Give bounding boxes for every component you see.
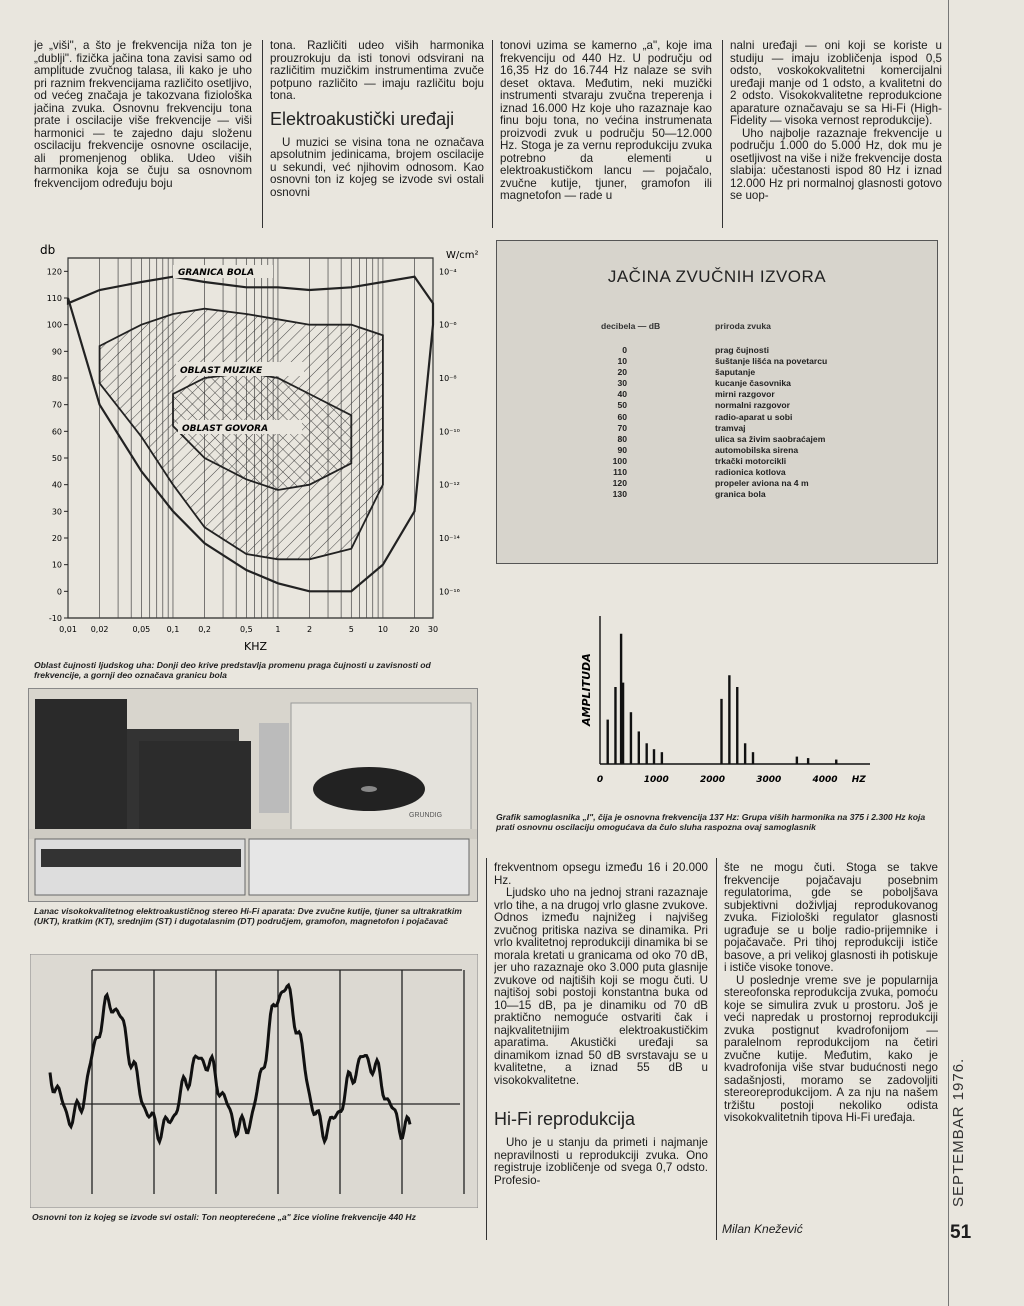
- text-column-5: [494, 862, 708, 1187]
- hearing-area-chart: [28, 240, 498, 660]
- cell-db: 90: [617, 444, 627, 455]
- y-tick-label: 30: [51, 507, 62, 517]
- section-heading: Hi-Fi reprodukcija: [494, 1109, 636, 1129]
- paragraph: U poslednje vreme sve je popularnija stereofonska reprodukcija zvuka, pomoću koje se simulira zvuk u prostoru. Još je veći napredak u prostornoj reprodukciji zvuka postignut kvadrofonijom — paralelnom reprodukcijom na četiri zvučne kutije. Međutim, kako je kvadrofonija više stvar budućnosti nego sadašnjosti, moramo se zadovoljiti stereoreprodukcijom. A za nju na našem tržištu postoji nekoliko odista visokokvalitetnih tipova Hi-Fi uređaja.: [724, 973, 938, 1124]
- x-unit-label: KHZ: [244, 640, 268, 653]
- right-unit-label: W/cm²: [446, 250, 479, 261]
- y-tick-label: 80: [51, 374, 62, 383]
- pain-label: GRANICA BOLA: [178, 268, 255, 278]
- x-tick-labels: [597, 775, 866, 785]
- text-column-1: [34, 40, 252, 190]
- paragraph: Uho najbolje razaznaje frekvencije u području 1.000 do 5.000 Hz, dok mu je osetljivost na više i niže frekvencije dosta slabija: učestanosti ispod 80 Hz i iznad 12.000 Hz pri normalnoj glasnosti gotovo se uop-: [730, 126, 942, 202]
- tuner-dial: [41, 849, 241, 867]
- cell-db: 120: [612, 478, 627, 489]
- cell-source: radio-aparat u sobi: [715, 411, 793, 422]
- table-row: [497, 400, 937, 411]
- author-name: Milan Knežević: [722, 1222, 803, 1236]
- music-label: OBLAST MUZIKE: [180, 366, 263, 376]
- cell-source: šaputanje: [715, 367, 756, 378]
- paragraph: tonovi uzima se kamerno „a", koje ima frekvenciju od 440 Hz. U području od 16,35 Hz do 16.744 Hz nalaze se svih deset oktava. Međutim, neki muzički instrumenti stvaraju zvučna treperenja i iznad 16.000 Hz koje uho razaznaje kao finu boju tona, no većina instrumenata proizvodi zvuk u području 50—12.000 Hz. Stoga je za vernu reprodukciju zvuka potrebno da elementi u elektroakustičkom lancu — pojačalo, zvučne kutije, tjuner, gramofon ili magnetofon — rade u: [500, 40, 712, 202]
- cell-db: 70: [617, 422, 627, 433]
- x-tick-label: 0,5: [239, 625, 253, 634]
- paragraph: šte ne mogu čuti. Stoga se takve frekvencije pojačavaju posebnim regulatorima, gde se poboljšava subjektivni doživljaj reprodukovanog zvuka. Fiziološki regulator glasnosti ugrađuje se u bolje radio-prijemnike i pojačavače. Pri tihoj reprodukciji ističe basove, a pri velikoj glasnosti ih potiskuje i ističe visoke tonove.: [724, 862, 938, 974]
- shelf: [29, 829, 477, 839]
- text-column-3: [500, 40, 712, 203]
- violin-waveform-chart: [30, 954, 478, 1208]
- y-tick-label: -10: [48, 614, 62, 623]
- text-column-2: [270, 40, 484, 199]
- column-divider: [486, 858, 487, 1240]
- paragraph: Ljudsko uho na jednoj strani razaznaje vrlo tihe, a na drugoj vrlo glasne zvukove. Odnos između najnižeg i najvišeg zvučnog pritiska naziva se dinamika. Pri vrlo kvalitetnoj reprodukciji dinamika bi se morala kretati u granicama od oko 70 dB, jer uho razaznaje oko 3.000 puta glasnije zvukove od najtiših koji se mogu čuti. U najtišoj sobi postoji konstantna buka od 10—15 dB, pa je dinamiku od 70 dB praktično nemoguće ostvariti čak i najkvalitetnijim elektroakustičkim aparatima. Akustički uređaji sa dinamikom iznad 50 dB svrstavaju se u kvalitetne, a iznad 55 dB u visokokvalitetne.: [494, 886, 708, 1087]
- y-tick-label: 60: [51, 427, 62, 437]
- x-tick-labels: [59, 625, 438, 634]
- right-tick-label: 10⁻⁸: [439, 374, 457, 383]
- spectrum-caption: Grafik samoglasnika „I", čija je osnovna frekvencija 137 Hz: Grupa viših harmonika na 375 i 2.300 Hz koja prati osnovnu oscilaciju omogućava da čulo sluha raspozna ovaj samoglasnik: [496, 812, 926, 832]
- table-row: [497, 356, 937, 367]
- table-row: [497, 412, 937, 423]
- x-tick-label: 0,05: [132, 625, 151, 634]
- x-tick-label: 2: [306, 625, 313, 634]
- table-row: [497, 345, 937, 356]
- y-tick-label: 120: [46, 267, 62, 277]
- x-tick-label: 1000: [643, 775, 669, 785]
- y-tick-label: 50: [51, 454, 62, 463]
- column-divider: [262, 40, 263, 228]
- table-row: [497, 445, 937, 456]
- hifi-photo: [28, 688, 478, 902]
- tape-deck: [259, 723, 289, 813]
- x-tick-label: 0: [596, 775, 604, 785]
- paragraph: frekventnom opsegu između 16 i 20.000 Hz.: [494, 862, 708, 887]
- y-unit-label: db: [40, 243, 56, 257]
- table-row: [497, 367, 937, 378]
- x-tick-label: 1: [275, 625, 281, 634]
- y-tick-label: 90: [51, 347, 62, 357]
- right-tick-label: 10⁻¹⁴: [439, 534, 460, 543]
- cell-source: prag čujnosti: [715, 345, 769, 355]
- y-tick-label: 70: [51, 400, 62, 410]
- right-tick-labels: [439, 267, 460, 596]
- speech-label: OBLAST GOVORA: [182, 424, 269, 434]
- table-row: [497, 423, 937, 434]
- speaker-right: [139, 741, 251, 839]
- cell-source: tramvaj: [715, 422, 746, 433]
- x-tick-label: 20: [409, 625, 420, 634]
- cell-source: ulica sa živim saobraćajem: [715, 433, 826, 444]
- cell-db: 110: [613, 467, 627, 478]
- x-tick-label: 5: [348, 625, 354, 634]
- cell-db: 0: [622, 345, 627, 355]
- axes: [600, 616, 870, 764]
- cell-db: 130: [612, 489, 627, 500]
- table-row: [497, 489, 937, 500]
- cell-db: 100: [612, 455, 627, 466]
- cell-db: 40: [617, 389, 627, 400]
- table-title: JAČINA ZVUČNIH IZVORA: [607, 267, 827, 286]
- section-heading: Elektroakustički uređaji: [270, 108, 455, 129]
- x-tick-label: 0,01: [59, 625, 77, 634]
- page-number: 51: [950, 1222, 972, 1243]
- bars: [608, 634, 837, 764]
- column-header-source: priroda zvuka: [715, 321, 771, 331]
- x-tick-label: 4000: [812, 775, 838, 785]
- paragraph: U muzici se visina tona ne označava apsolutnim jedinicama, brojem oscilacije u sekundi, već njihovim odnosom. Kao osnovni ton iz kojeg se izvode svi ostali osnovni: [270, 135, 484, 199]
- x-tick-label: 3000: [756, 775, 782, 785]
- cell-db: 60: [617, 411, 627, 422]
- cell-source: kucanje časovnika: [715, 378, 791, 389]
- y-tick-label: 110: [46, 294, 62, 303]
- right-tick-label: 10⁻⁴: [439, 267, 457, 277]
- table-body: [497, 345, 937, 500]
- hifi-equipment-illustration: [29, 689, 477, 901]
- margin-rule: [948, 0, 949, 1306]
- cell-source: normalni razgovor: [715, 400, 790, 411]
- table-row: [497, 434, 937, 445]
- right-tick-label: 10⁻¹⁶: [439, 587, 460, 597]
- x-tick-label: 0,2: [198, 625, 211, 634]
- cell-source: radionica kotlova: [715, 467, 786, 478]
- cell-db: 30: [617, 378, 627, 389]
- paragraph: Uho je u stanju da primeti i najmanje nepravilnosti u reprodukciji zvuka. Ono registruje izobličenje od svega 0,7 odsto. Profesio-: [494, 1136, 708, 1187]
- table-row: [497, 389, 937, 400]
- x-tick-label: HZ: [851, 775, 866, 785]
- brand-label: GRUNDIG: [409, 812, 443, 819]
- x-tick-label: 0,1: [166, 625, 180, 634]
- column-divider: [492, 40, 493, 228]
- table-row: [497, 378, 937, 389]
- cell-source: mirni razgovor: [715, 389, 775, 400]
- hearing-chart-caption: Oblast čujnosti ljudskog uha: Donji deo krive predstavlja promenu praga čujnosti u zavisnosti od frekvencije, a gornji deo označava granicu bola: [34, 660, 431, 680]
- table-row: [497, 478, 937, 489]
- amplifier: [249, 839, 469, 895]
- sound-sources-table: [496, 240, 938, 564]
- speaker-left: [35, 699, 127, 839]
- column-divider: [722, 40, 723, 228]
- table-row: [497, 467, 937, 478]
- paragraph: nalni uređaji — oni koji se koriste u studiju — imaju izobličenja ispod 0,5 odsto, voskokokvalitetni komercijalni uređaji manje od 1 odsto, a kvalitetni do 2 odsto. Visokokvalitetne reprodukcione aparature označavaju se sa Hi-Fi (High-Fidelity — visoka vernost reprodukcije).: [730, 40, 942, 127]
- turntable: [291, 703, 471, 831]
- y-tick-label: 10: [51, 560, 62, 570]
- cell-db: 10: [617, 356, 627, 367]
- text-column-4: [730, 40, 942, 203]
- column-header-db: decibela — dB: [601, 321, 661, 331]
- y-tick-label: 100: [46, 320, 62, 330]
- paragraph: tona. Različiti udeo viših harmonika prouzrokuju da isti tonovi odsvirani na različitim muzičkim instrumentima zvuče potpuno različito — imaju različitu boju tona.: [270, 40, 484, 102]
- photo-caption: Lanac visokokvalitetnog elektroakustičnog stereo Hi-Fi aparata: Dve zvučne kutije, tjuner sa ultrakratkim (UKT), kratkim (KT), srednjim (ST) i dugotalasnim (DT) područjem, gramofon, magnetofon i pojačavač: [34, 906, 462, 926]
- x-tick-label: 30: [427, 625, 439, 634]
- cell-source: granica bola: [715, 489, 766, 500]
- y-tick-label: 0: [56, 587, 62, 597]
- cell-db: 80: [617, 433, 627, 444]
- cell-source: šuštanje lišća na povetarcu: [715, 356, 828, 367]
- platter-spindle: [361, 786, 377, 792]
- cell-source: automobilska sirena: [715, 444, 799, 455]
- cell-source: trkački motorcikli: [715, 455, 787, 466]
- issue-date: SEPTEMBAR 1976.: [950, 1057, 967, 1207]
- y-tick-labels: [47, 267, 62, 623]
- waveform-caption: Osnovni ton iz kojeg se izvode svi ostali: Ton neopterećene „a" žice violine frekvencije 440 Hz: [32, 1212, 416, 1222]
- x-tick-label: 0,02: [90, 625, 109, 634]
- vowel-spectrum-chart: [540, 596, 900, 808]
- cell-db: 20: [617, 367, 627, 378]
- right-tick-label: 10⁻¹⁰: [439, 427, 460, 437]
- right-tick-label: 10⁻¹²: [439, 480, 460, 490]
- y-tick-label: 40: [51, 480, 62, 490]
- column-divider: [716, 858, 717, 1240]
- x-tick-label: 2000: [699, 775, 726, 785]
- y-tick-label: 20: [51, 534, 62, 543]
- table-row: [497, 456, 937, 467]
- chart-background: [30, 954, 478, 1208]
- y-axis-label: AMPLITUDA: [580, 653, 593, 726]
- cell-source: propeler aviona na 4 m: [715, 478, 809, 489]
- x-tick-label: 10: [377, 625, 389, 634]
- text-column-6: [724, 862, 938, 1125]
- cell-db: 50: [617, 400, 627, 411]
- paragraph: je „viši", a što je frekvencija niža ton je „dublji". fizička jačina tona zavisi samo od amplitude zvučnog talasa, ili kako je uho pri raznim frekvencijama različito osetljivo, od većeg značaja je takozvana fiziološka jačina zvuka. Osnovnu frekvenciju tona prate i oscilacije više frekvencije — viši harmonici — te zajedno daju složenu oscilaciju frekvencije osnovne oscilacije, ali promenjenog oblika. Udeo viših harmonika koja se čuju sa osnovnom frekvencijom određuju boju: [34, 40, 252, 190]
- right-tick-label: 10⁻⁶: [439, 320, 457, 330]
